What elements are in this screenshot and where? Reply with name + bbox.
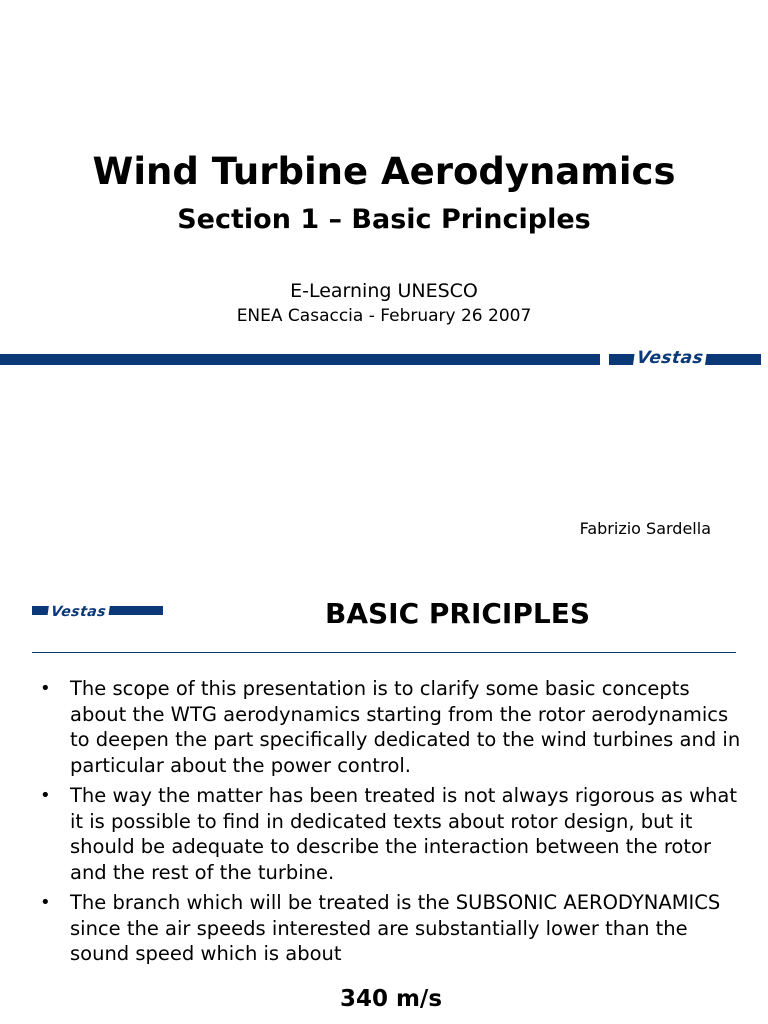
bullet-text: The scope of this presentation is to clarify some basic concepts about the WTG aerodynamics starting from the rotor aerodynamics to deepen the part specifically dedicated to the wind turbines and in particular about the power control. [70, 677, 741, 777]
bullet-icon: • [40, 785, 51, 806]
slide-subtitle: Section 1 – Basic Principles [177, 204, 591, 235]
heading-divider [32, 652, 736, 653]
bullet-list [40, 676, 750, 972]
vestas-logo-small [48, 601, 109, 620]
organization-line: E-Learning UNESCO [290, 280, 478, 302]
sound-speed-value: 340 m/s [339, 986, 443, 1012]
bullet-text: The way the matter has been treated is not always rigorous as what it is possible to find in dedicated texts about rotor design, but it should be adequate to describe the interaction between the rotor and the rest of the turbine. [70, 784, 738, 884]
section-heading: BASIC PRICIPLES [324, 597, 590, 630]
slide-title: Wind Turbine Aerodynamics [92, 150, 676, 193]
bullet-icon: • [40, 892, 51, 913]
venue-date-line: ENEA Casaccia - February 26 2007 [236, 306, 532, 326]
list-item [40, 783, 750, 885]
brand-band-left [0, 354, 600, 365]
list-item [40, 676, 750, 778]
vestas-logo [634, 348, 706, 368]
author-name: Fabrizio Sardella [579, 519, 711, 538]
bullet-icon: • [40, 678, 51, 699]
vestas-logo-text: Vestas [633, 348, 708, 368]
bullet-text: The branch which will be treated is the SUBSONIC AERODYNAMICS since the air speeds interested are substantially lower than the sound speed which is about [70, 891, 721, 965]
list-item [40, 890, 750, 967]
vestas-logo-small-text: Vestas [47, 604, 110, 620]
